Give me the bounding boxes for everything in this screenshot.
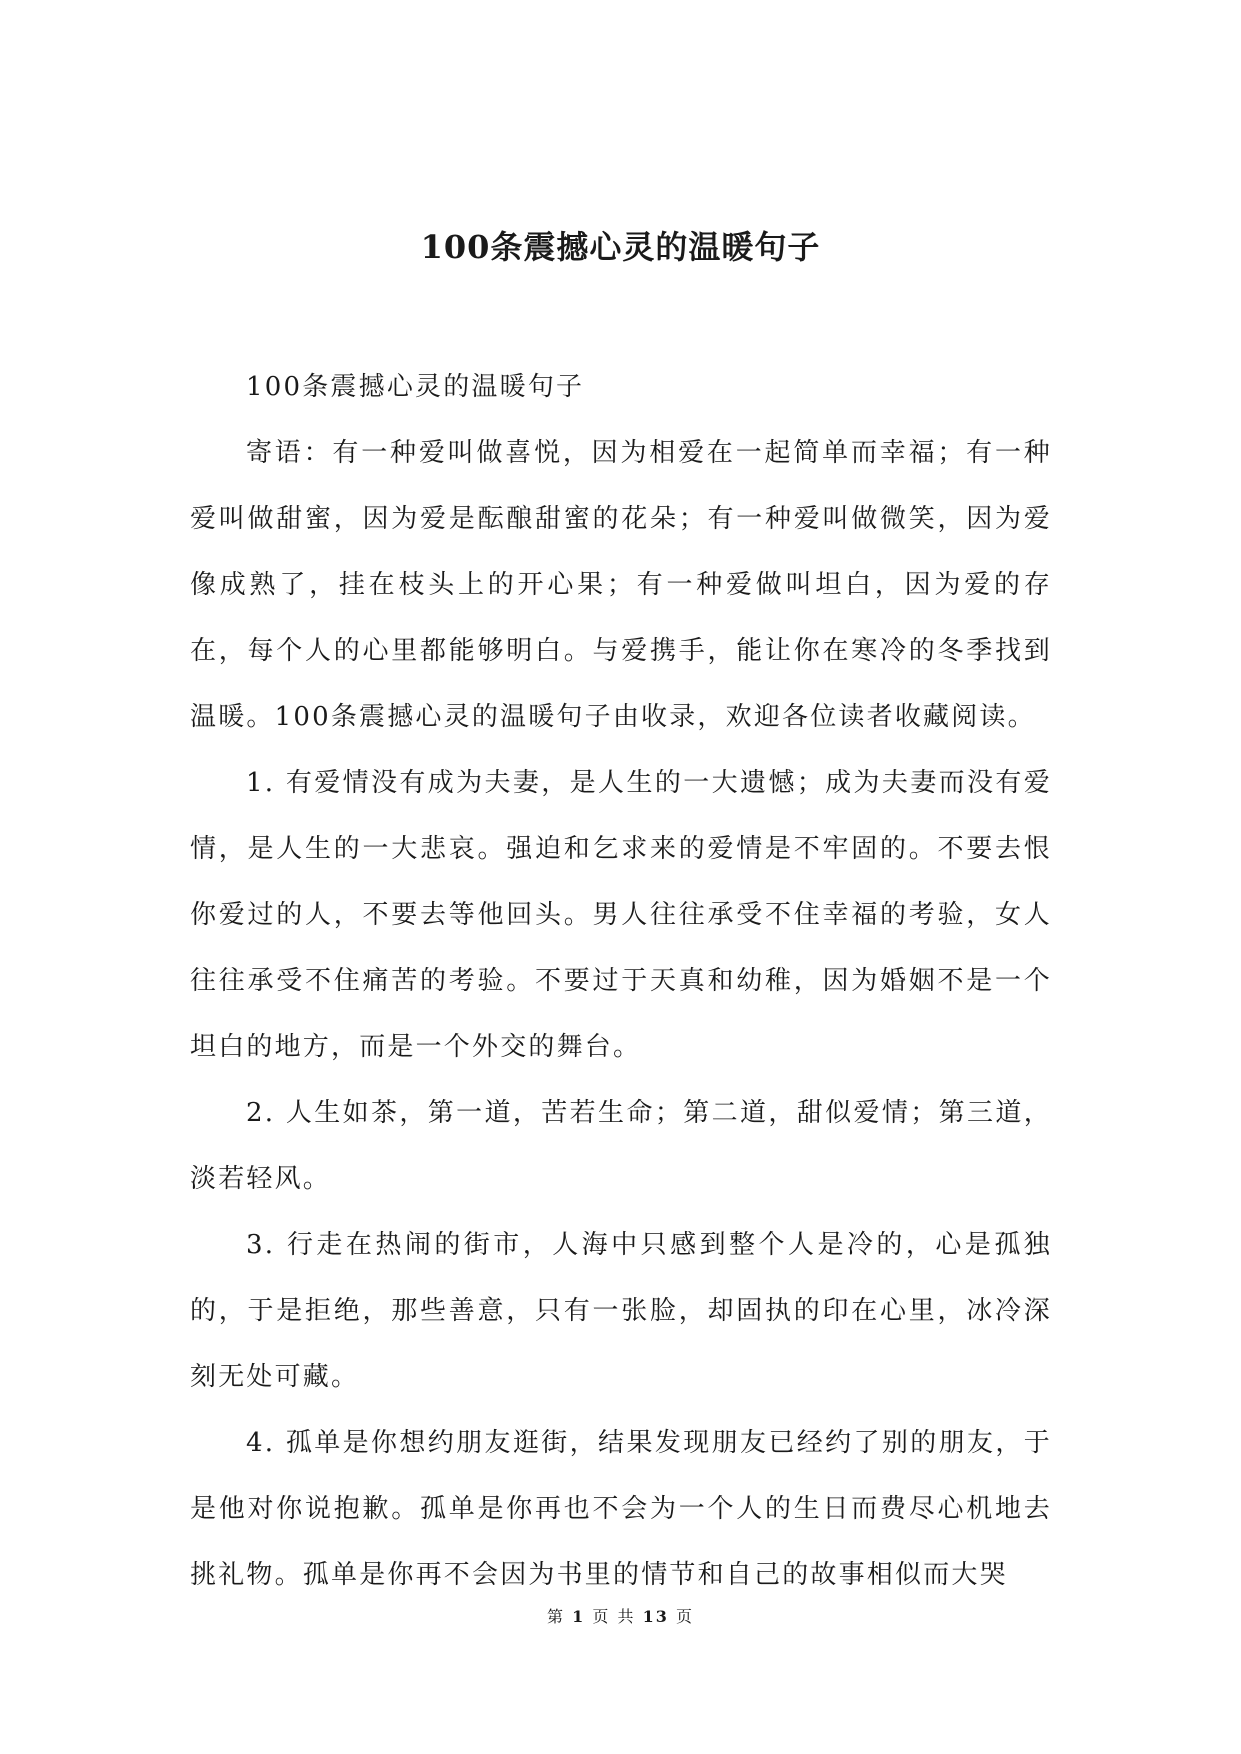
footer-page-number: 1 xyxy=(572,1607,586,1626)
page-footer xyxy=(0,1604,1241,1627)
paragraph-preface: 寄语：有一种爱叫做喜悦，因为相爱在一起简单而幸福；有一种爱叫做甜蜜，因为爱是酝酿甜蜜的花朵；有一种爱叫做微笑，因为爱像成熟了，挂在枝头上的开心果；有一种爱做叫坦白，因为爱的存在，每个人的心里都能够明白。与爱携手，能让你在寒冷的冬季找到温暖。100条震撼心灵的温暖句子由收录，欢迎各位读者收藏阅读。 xyxy=(190,438,1052,732)
paragraph-item-1: 1. 有爱情没有成为夫妻，是人生的一大遗憾；成为夫妻而没有爱情，是人生的一大悲哀。强迫和乞求来的爱情是不牢固的。不要去恨你爱过的人，不要去等他回头。男人往往承受不住幸福的考验，女人往往承受不住痛苦的考验。不要过于天真和幼稚，因为婚姻不是一个坦白的地方，而是一个外交的舞台。 xyxy=(190,768,1052,1062)
paragraph-heading-repeat: 100条震撼心灵的温暖句子 xyxy=(246,372,585,402)
footer-prefix: 第 xyxy=(547,1607,566,1626)
paragraph-item-2: 2. 人生如茶，第一道，苦若生命；第二道，甜似爱情；第三道，淡若轻风。 xyxy=(190,1098,1052,1194)
footer-middle: 页 共 xyxy=(592,1607,636,1626)
document-title: 100条震撼心灵的温暖句子 xyxy=(420,228,821,266)
footer-suffix: 页 xyxy=(675,1607,694,1626)
paragraph-item-3: 3. 行走在热闹的街市，人海中只感到整个人是冷的，心是孤独的，于是拒绝，那些善意，只有一张脸，却固执的印在心里，冰冷深刻无处可藏。 xyxy=(190,1230,1052,1392)
footer-total-pages: 13 xyxy=(642,1607,669,1626)
document-body xyxy=(190,354,1052,1608)
paragraph-item-4: 4. 孤单是你想约朋友逛街，结果发现朋友已经约了别的朋友，于是他对你说抱歉。孤单是你再也不会为一个人的生日而费尽心机地去挑礼物。孤单是你再不会因为书里的情节和自己的故事相似而大哭 xyxy=(190,1428,1052,1590)
